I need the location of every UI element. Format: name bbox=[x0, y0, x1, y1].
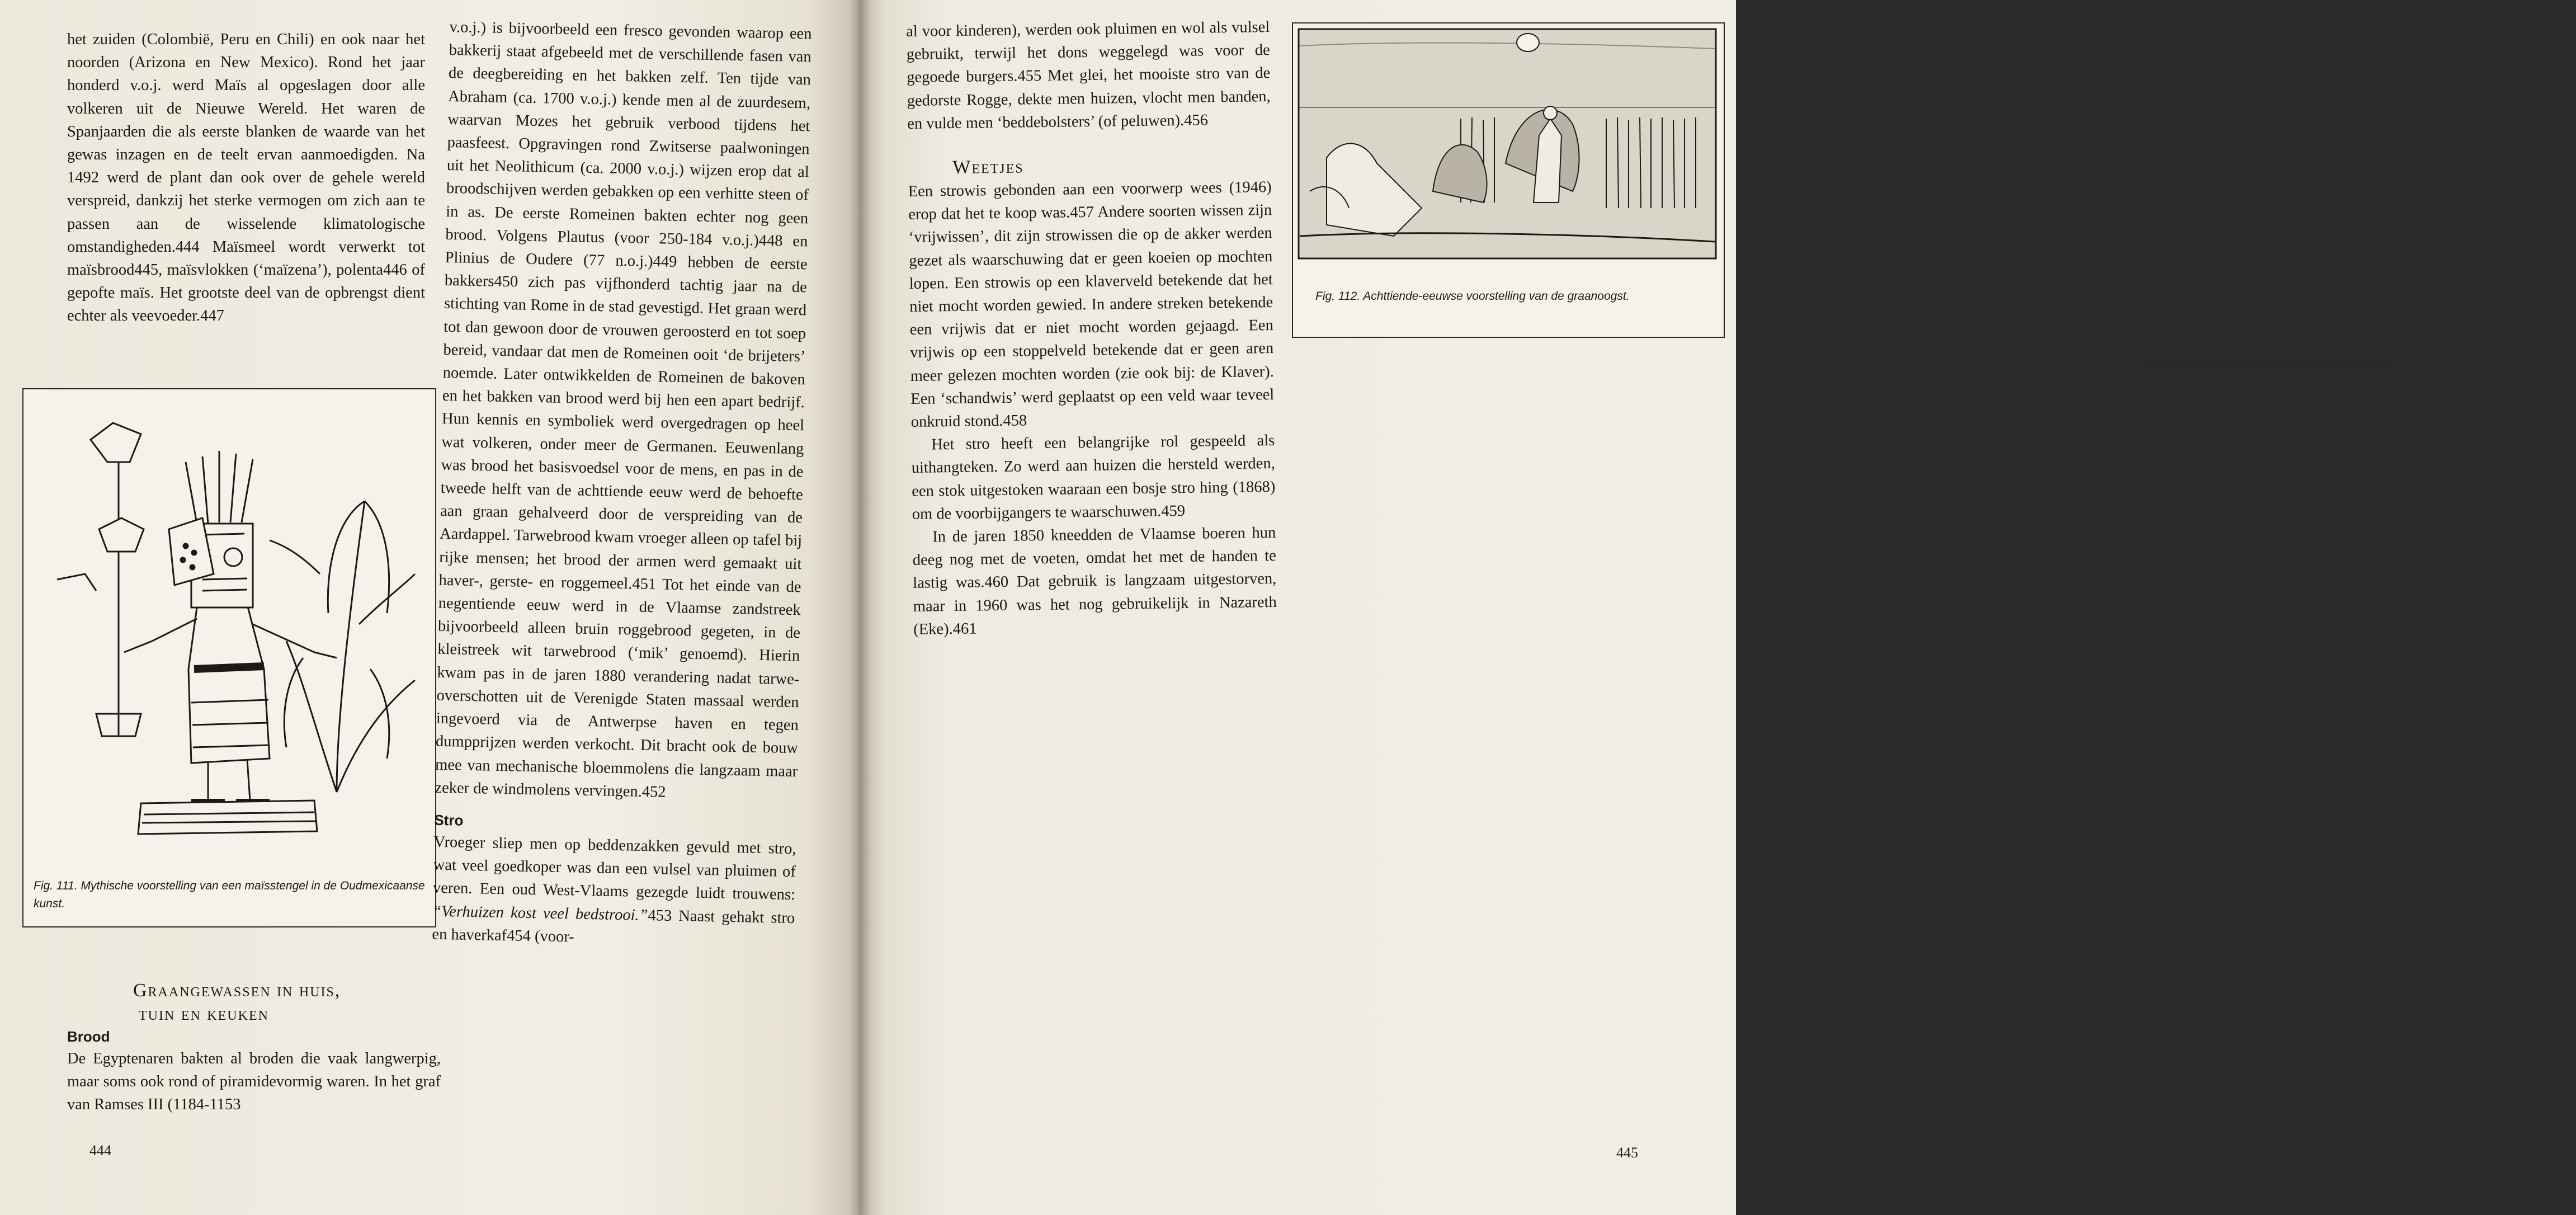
stro-paragraph bbox=[432, 831, 796, 953]
platform bbox=[138, 800, 317, 834]
maize-paragraph: het zuiden (Colombië, Peru en Chili) en ook naar het noorden (Arizona en New Mexico). Rond het jaar honderd v.o.j. werd Maïs al opgeslagen door alle volkeren uit de Nieuwe Wereld. Het waren de Spanjaarden die als eerste blanken de waarde van het gewas inzagen en de teelt ervan aanmoedigden. Na 1492 werd de plant dan ook over de gehele wereld verspreid, dankzij het sterke vermogen om zich aan te passen aan de wisselende klimatologische omstandigheden.444 Maïsmeel wordt verwerkt tot maïsbrood445, maïsvlokken (‘maïzena’), polenta446 of gepofte maïs. Het grootste deel van de opbrengst dient echter als veevoeder.447 bbox=[67, 31, 425, 325]
figure-111 bbox=[22, 388, 436, 927]
figure-112 bbox=[1292, 22, 1725, 338]
figure-body bbox=[188, 605, 270, 763]
left-page bbox=[0, 0, 859, 1215]
maize-deity-illustration bbox=[23, 389, 435, 870]
figure-111-caption: Fig. 111. Mythische voorstelling van een maïsstengel in de Oudmexicaanse kunst. bbox=[34, 879, 425, 910]
subheading-brood: Brood bbox=[67, 1028, 110, 1045]
section-heading-line-1: Graangewassen in huis, bbox=[133, 980, 341, 1001]
section-heading-line-2: tuin en keuken bbox=[139, 1004, 269, 1024]
maize-stalk bbox=[286, 501, 415, 792]
weetjes-paragraph: Een strowis gebonden aan een voorwerp wees (1946) erop dat het te koop was.457 Andere soorten wissen zijn ‘vrijwissen’, dit zijn strowissen die op de akker werden gezet als waarschuwing dat er geen koeien op mochten lopen. Een strowis op een klaverveld betekende dat het niet mocht worden gewied. In andere streken betekende een vrijwis dat er niet mocht worden gejaagd. Een vrijwis op een stoppelveld betekende dat er geen aren meer gelezen mochten worden (zie ook bij: de Klaver). Een ‘schandwis’ werd geplaatst op een veld waar teveel onkruid stond.458 bbox=[908, 178, 1275, 431]
left-column-1 bbox=[67, 28, 425, 328]
left-column-1-bottom bbox=[67, 979, 441, 1117]
stro-quote: “Verhuizen kost veel bedstrooi.” bbox=[432, 902, 648, 924]
bread-history-paragraph: v.o.j.) is bijvoorbeeld een fresco gevonden waarop een bakkerij staat afgebeeld met de verschillende fasen van de deegbereiding en het bakken zelf. Ten tijde van Abraham (ca. 1700 v.o.j.) kende men al de zuurdesem, waarvan Mozes het gebruik verbood tijdens het paasfeest. Opgravingen rond Zwitserse paalwoningen uit het Neolithicum (ca. 2000 v.o.j.) wijzen erop dat al broodschijven werden gebakken op een verhitte steen of in as. De eerste Romeinen bakten echter nog geen brood. Volgens Plautus (voor 250-184 v.o.j.)448 en Plinius de Oudere (77 n.o.j.)449 hebben de eerste bakkers450 zich pas vijfhonderd tachtig jaar na de stichting van Rome in de stad gevestigd. Het graan werd tot dan gewoon door de vrouwen geroosterd en tot soep bereid, vandaar dat men de Romeinen ooit ‘de brijeters’ noemde. Later ontwikkelden de Romeinen de bakoven en het bakken van brood werd bij hen een apart bedrijf. Hun kennis en symboliek werd overgedragen op heel wat volkeren, onder meer de Germanen. Eeuwenlang was brood het basisvoedsel voor de mens, en pas in de tweede helft van de achttiende eeuw werd de behoefte aan graan gehalveerd door de verspreiding van de Aardappel. Tarwebrood kwam vroeger alleen op tafel bij rijke mensen; het brood der armen werd gemaakt uit haver-, gerste- en roggemeel.451 Tot het einde van de negentiende eeuw werd in de Vlaamse zandstreek bijvoorbeeld alleen bruin roggebrood gegeten, in de kleistreek wit tarwebrood (‘mik’ genoemd). Hierin kwam pas in de jaren 1880 verandering nadat tarwe-overschotten uit de Verenigde Staten massaal werden ingevoerd via de Antwerpse haven en tegen dumpprijzen werden verkocht. Dit bracht ook de bouw mee van mechanische bloemmolens die langzaam maar zeker de windmolens vervingen.452 bbox=[435, 18, 812, 801]
pluimen-paragraph: al voor kinderen), werden ook pluimen en wol als vulsel gebruikt, terwijl het dons weggelegd was voor de gegoede burgers.455 Met glei, het mooiste stro van de gedorste Rogge, dekte men huizen, vlocht men banden, en vulde men ‘beddebolsters’ (of peluwen).456 bbox=[906, 18, 1271, 133]
subheading-stro: Stro bbox=[434, 811, 464, 829]
heading-weetjes: Weetjes bbox=[952, 156, 1024, 178]
left-column-2 bbox=[432, 16, 812, 953]
brood-paragraph: De Egyptenaren bakten al broden die vaak langwerpig, maar soms ook rond of piramidevormig waren. In het graf van Ramses III (1184-1153 bbox=[67, 1050, 441, 1114]
figure-112-caption: Fig. 112. Achttiende-eeuwse voorstelling van de graanoogst. bbox=[1315, 290, 1630, 303]
stro-paragraph-tail: 453 Naast gehakt stro en haverkaf454 (voor- bbox=[432, 906, 795, 946]
right-column bbox=[906, 16, 1277, 641]
voeten-paragraph: In de jaren 1850 kneedden de Vlaamse boeren hun deeg nog met de voeten, omdat het met de handen te lastig was.460 Dat gebruik is langzaam uitgestorven, maar in 1960 was het nog gebruikelijk in Nazareth (Eke).461 bbox=[912, 524, 1277, 638]
page-number-right: 445 bbox=[1616, 1145, 1638, 1161]
stro-paragraph-text: Vroeger sliep men op beddenzakken gevuld met stro, wat veel goedkoper was dan een vulsel van pluimen of veren. Een oud West-Vlaams gezegde luidt trouwens: bbox=[432, 833, 796, 904]
page-number-left: 444 bbox=[89, 1142, 111, 1159]
harvest-woodcut bbox=[1293, 23, 1721, 264]
book-gutter bbox=[849, 0, 871, 1215]
bleed-through-text: ............................................................................... bbox=[2145, 350, 2389, 364]
uithangteken-paragraph: Het stro heeft een belangrijke rol gespeeld als uithangteken. Zo werd aan huizen die hersteld werden, een stok uitgestoken waaraan een bosje stro hing (1868) om de voorbijgangers te waarschuwen.459 bbox=[911, 432, 1276, 523]
